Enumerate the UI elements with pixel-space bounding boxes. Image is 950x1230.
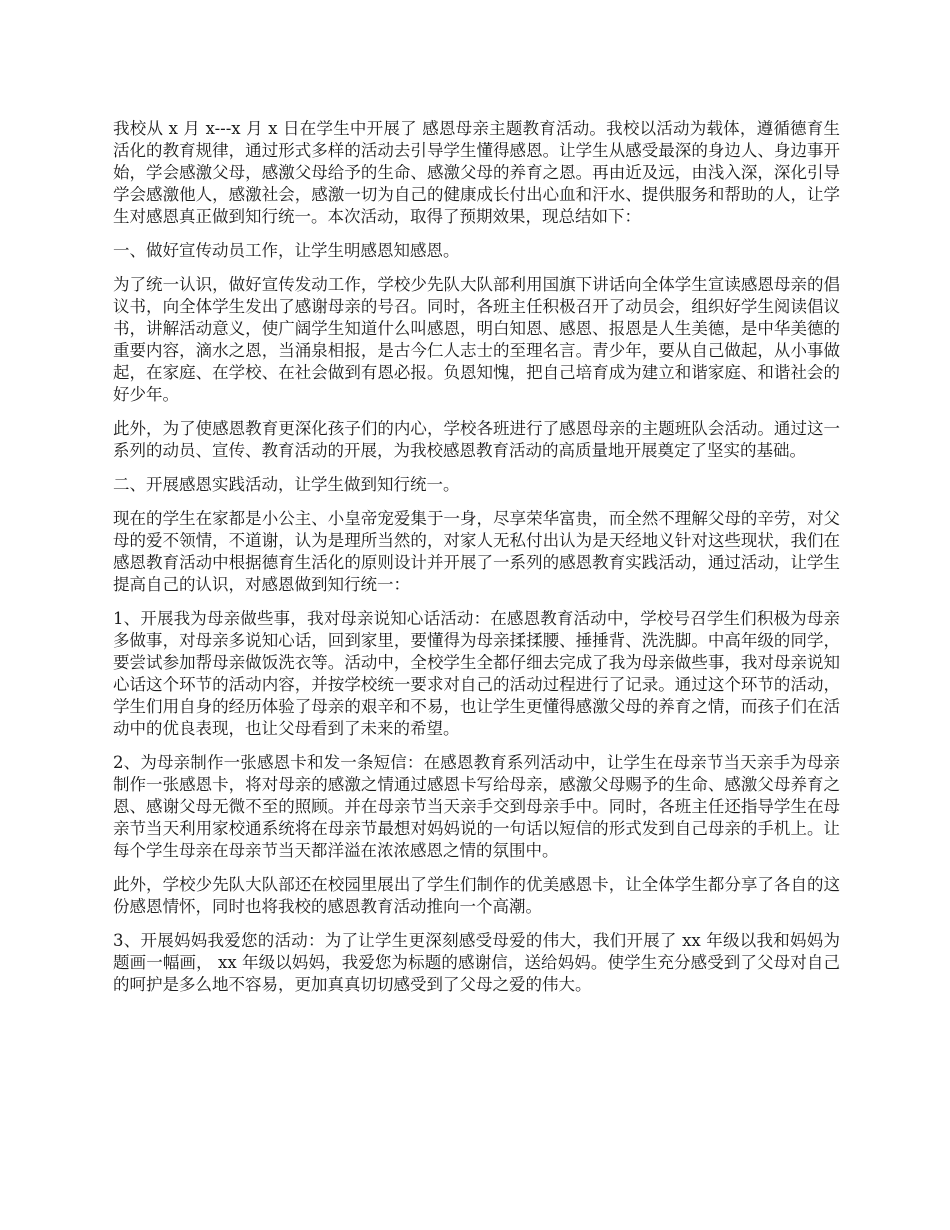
document-body: [113, 118, 840, 1008]
paragraph: 此外，为了使感恩教育更深化孩子们的内心，学校各班进行了感恩母亲的主题班队会活动。通过这一系列的动员、宣传、教育活动的开展，为我校感恩教育活动的高质量地开展奠定了坚实的基础。: [113, 419, 840, 460]
paragraph: 为了统一认识，做好宣传发动工作，学校少先队大队部利用国旗下讲话向全体学生宣读感恩母亲的倡议书，向全体学生发出了感谢母亲的号召。同时，各班主任积极召开了动员会，组织好学生阅读倡议书，讲解活动意义，使广阔学生知道什么叫感恩，明白知恩、感恩、报恩是人生美德，是中华美德的重要内容，滴水之恩，当涌泉相报，是古今仁人志士的至理名言。青少年，要从自己做起，从小事做起，在家庭、在学校、在社会做到有恩必报。负恩知愧，把自己培育成为建立和谐家庭、和谐社会的好少年。: [113, 275, 840, 404]
paragraph-item-1: 1、开展我为母亲做些事，我对母亲说知心话活动：在感恩教育活动中，学校号召学生们积极为母亲多做事，对母亲多说知心话，回到家里，要懂得为母亲揉揉腰、捶捶背、洗洗脚。中高年级的同学，要尝试参加帮母亲做饭洗衣等。活动中，全校学生全都仔细去完成了我为母亲做些事，我对母亲说知心话这个环节的活动内容，并按学校统一要求对自己的活动过程进行了记录。通过这个环节的活动，学生们用自身的经历体验了母亲的艰辛和不易，也让学生更懂得感激父母的养育之情，而孩子们在活动中的优良表现，也让父母看到了未来的希望。: [113, 609, 840, 738]
paragraph: 此外，学校少先队大队部还在校园里展出了学生们制作的优美感恩卡，让全体学生都分享了各自的这份感恩情怀，同时也将我校的感恩教育活动推向一个高潮。: [113, 875, 840, 916]
section-heading-2: 二、开展感恩实践活动，让学生做到知行统一。: [113, 475, 460, 494]
paragraph-item-2: 2、为母亲制作一张感恩卡和发一条短信：在感恩教育系列活动中，让学生在母亲节当天亲手为母亲制作一张感恩卡，将对母亲的感激之情通过感恩卡写给母亲，感激父母赐予的生命、感激父母养育之恩、感谢父母无微不至的照顾。并在母亲节当天亲手交到母亲手中。同时，各班主任还指导学生在母亲节当天利用家校通系统将在母亲节最想对妈妈说的一句话以短信的形式发到自己母亲的手机上。让每个学生母亲在母亲节当天都洋溢在浓浓感恩之情的氛围中。: [113, 753, 840, 860]
paragraph: 现在的学生在家都是小公主、小皇帝宠爱集于一身，尽享荣华富贵，而全然不理解父母的辛劳，对父母的爱不领情，不道谢，认为是理所当然的，对家人无私付出认为是天经地义针对这些现状，我们在感恩教育活动中根据德育生活化的原则设计并开展了一系列的感恩教育实践活动，通过活动，让学生提高自己的认识，对感恩做到知行统一：: [113, 509, 840, 594]
intro-paragraph: 我校从 x 月 x---x 月 x 日在学生中开展了 感恩母亲主题教育活动。我校以活动为载体，遵循德育生活化的教育规律，通过形式多样的活动去引导学生懂得感恩。让学生从感受最深的身边人、身边事开始，学会感激父母，感激父母给予的生命、感激父母的养育之恩。再由近及远，由浅入深，深化引导学会感激他人，感激社会，感激一切为自己的健康成长付出心血和汗水、提供服务和帮助的人，让学生对感恩真正做到知行统一。本次活动，取得了预期效果，现总结如下：: [113, 119, 840, 226]
paragraph-item-3: 3、开展妈妈我爱您的活动：为了让学生更深刻感受母爱的伟大，我们开展了 xx 年级以我和妈妈为题画一幅画， xx 年级以妈妈，我爱您为标题的感谢信，送给妈妈。使学生充分感受到了父母对自己的呵护是多么地不容易，更加真真切切感受到了父母之爱的伟大。: [113, 931, 840, 994]
section-heading-1: 一、做好宣传动员工作，让学生明感恩知感恩。: [113, 241, 460, 260]
